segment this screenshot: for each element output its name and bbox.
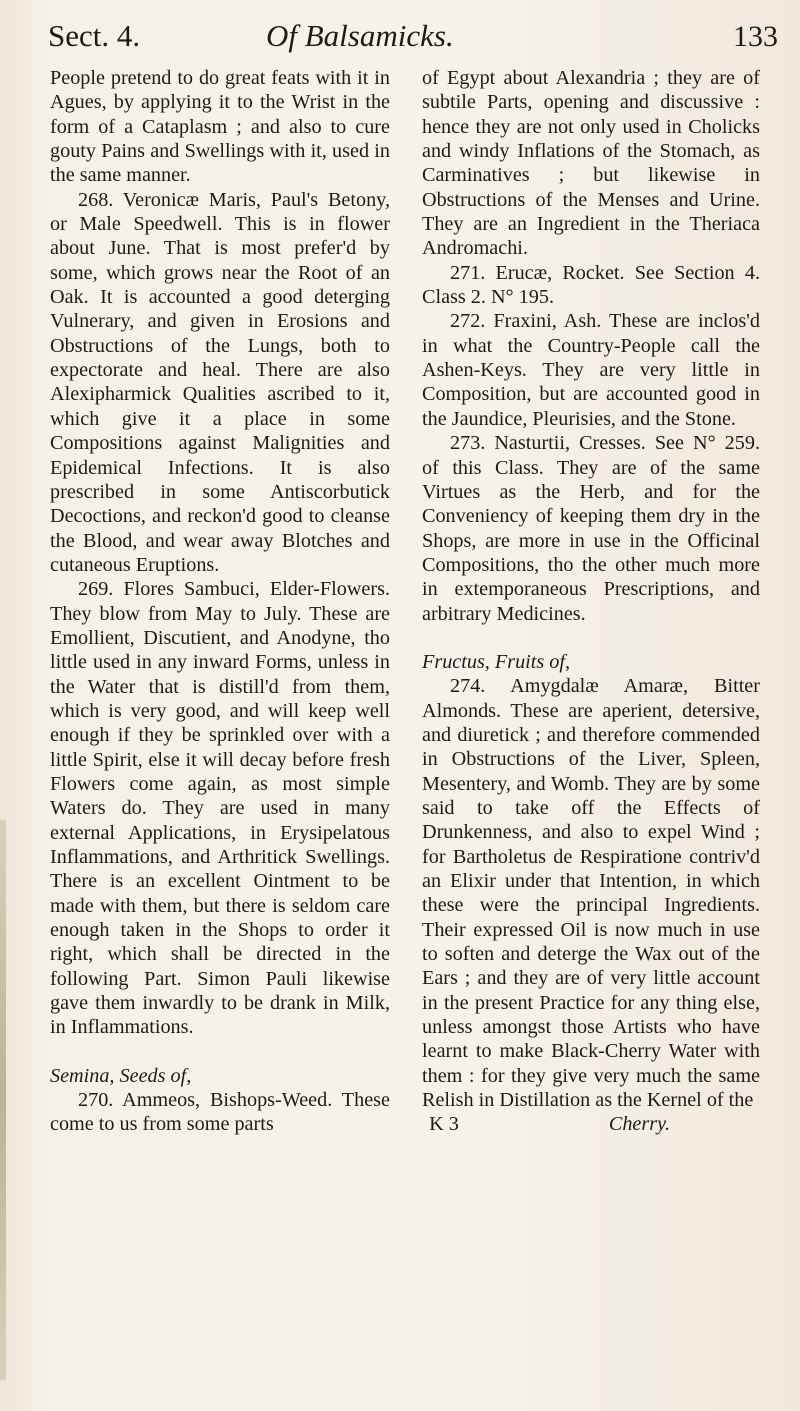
entry-270: 270. Ammeos, Bishops-Weed. These come to us from some parts: [50, 1089, 390, 1136]
spacer: [422, 626, 760, 650]
right-column: [422, 66, 760, 1137]
entry-269: 269. Flores Sambuci, Elder-Flowers. They blow from May to July. These are Emollient, Discutient, and Anodyne, tho little used in any inward Forms, unless in the Water that is distill'd from them, which is very good, and will keep well enough if they be sprinkled over with a little Spirit, else it will decay before fresh Flowers come again, as most simple Waters do. They are used in many external Applications, in Erysipelatous Inflammations, and Arthritick Swellings. There is an excellent Ointment to be made with them, but there is seldom care enough taken in the Shops to order it right, which shall be directed in the following Part. Simon Pauli likewise gave them inwardly to be drank in Milk, in Inflammations.: [50, 578, 390, 1039]
running-title: Of Balsamicks.: [266, 18, 454, 53]
page-number: 133: [733, 20, 778, 53]
paragraph-continuation: People pretend to do great feats with it in Agues, by applying it to the Wrist in the form of a Cataplasm ; and also to cure gouty Pains and Swellings with it, used in the same manner.: [50, 67, 390, 187]
signature-mark: K 3: [429, 1113, 459, 1136]
running-header: [48, 10, 778, 64]
entry-273: 273. Nasturtii, Cresses. See N° 259. of this Class. They are of the same Virtues as the Herb, and for the Conveniency of keeping them dry in the Shops, are more in use in the Officinal Compositions, tho the other much more in extemporaneous Prescriptions, and arbitrary Medicines.: [422, 432, 760, 625]
entry-268: 268. Veronicæ Maris, Paul's Betony, or Male Speedwell. This is in flower about June. That is most prefer'd by some, which grows near the Root of an Oak. It is accounted a good deterging Vulnerary, and given in Erosions and Obstructions of the Lungs, both to expectorate and heal. There are also Alexipharmick Qualities ascribed to it, which give it a place in some Compositions against Malignities and Epidemical Infections. It is also prescribed in some Antiscorbutick Decoctions, and reckon'd good to cleanse the Blood, and wear away Blotches and cutaneous Eruptions.: [50, 188, 390, 576]
catchword: Cherry.: [608, 1113, 670, 1136]
subheading-fructus: Fructus, Fruits of,: [422, 650, 571, 673]
entry-271: 271. Erucæ, Rocket. See Section 4. Class 2. N° 195.: [422, 261, 760, 309]
entry-272: 272. Fraxini, Ash. These are inclos'd in what the Country-People call the Ashen-Keys. They are very little in Composition, but are accounted good in the Jaundice, Pleurisies, and the Stone.: [422, 310, 760, 430]
spacer: [50, 1040, 390, 1064]
left-column: [50, 66, 390, 1137]
signature-line: [422, 1112, 760, 1136]
entry-270-continuation: of Egypt about Alexandria ; they are of subtile Parts, opening and discussive : hence they are not only used in Cholicks and windy Inflations of the Stomach, as Carminatives ; but likewise in Obstructions of the Menses and Urine. They are an Ingredient in the Theriaca Andromachi.: [422, 67, 760, 260]
entry-274: 274. Amygdalæ Amaræ, Bitter Almonds. These are aperient, detersive, and diuretick ; and therefore commended in Obstructions of the Liver, Spleen, Mesentery, and Womb. They are by some said to take off the Effects of Drunkenness, and also to expel Wind ; for Bartholetus de Respiratione contriv'd an Elixir under that Intention, in which these were the principal Ingredients. Their expressed Oil is now much in use to soften and deterge the Wax out of the Ears ; and they are of very little account in the present Practice for any thing else, unless amongst those Artists who have learnt to make Black-Cherry Water with them : for they give very much the same Relish in Distillation as the Kernel of the: [422, 675, 760, 1112]
subheading-semina: Semina, Seeds of,: [50, 1064, 192, 1087]
section-label: Sect. 4.: [48, 18, 141, 53]
page-edge-shadow: [0, 820, 6, 1380]
